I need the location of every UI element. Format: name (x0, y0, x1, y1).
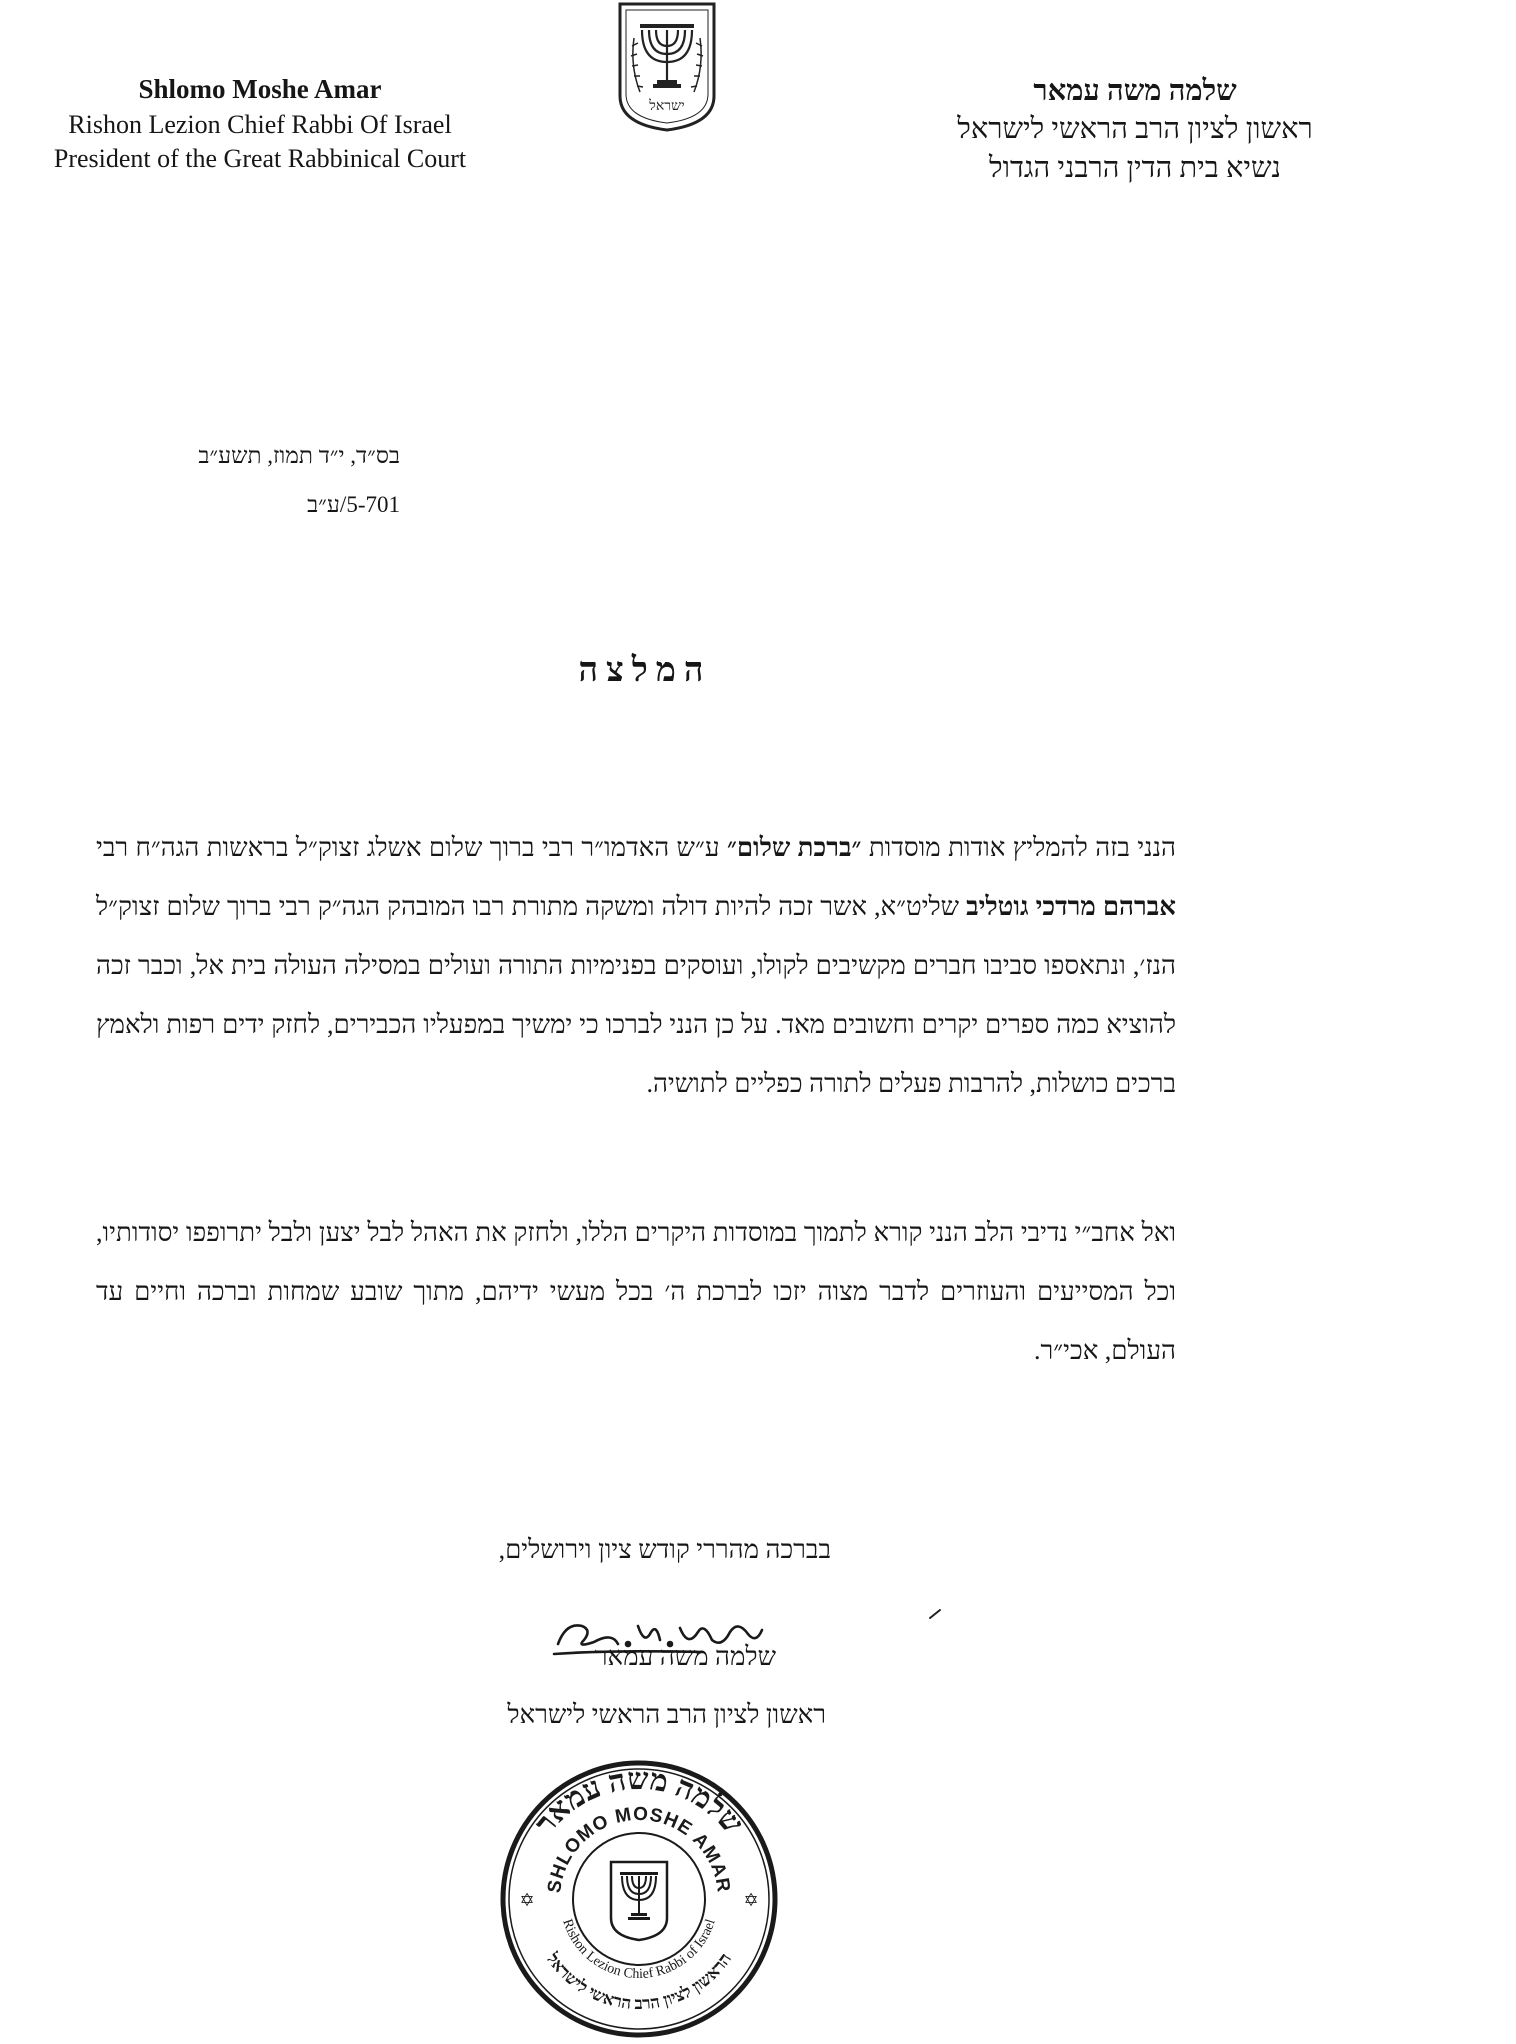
closing-blessing: בברכה מהררי קודש ציון וירושלים, (498, 1535, 831, 1564)
letterhead-hebrew-role: נשיא בית הדין הרבני הגדול (989, 151, 1281, 184)
emblem-inscription: ישראל (649, 99, 685, 114)
paragraph-1-text-c: שליט״א, אשר זכה להיות דולה ומשקה מתורת רבו המובהק הגה״ק רבי ברוך שלום זצוק״ל הנז׳, ונתאספו סביבו חברים מקשיבים לקולו, ועוסקים בפנימיות התורה ועולים במסילה העולה בית אל, וכבר זכה להוציא כמה ספרים יקרים וחשובים מאד. על כן הנני לברכו כי ימשיך במפעליו הכבירים, לחזק ידים רפות ולאמץ ברכים כושלות, להרבות פעלים לתורה כפליים לתושיה. (96, 892, 1176, 1098)
rabbi-name: אברהם מרדכי גוטליב (966, 892, 1176, 921)
svg-text:שלמה משה עמאר (529, 1763, 749, 1840)
letter-heading: המלצה (578, 652, 712, 689)
body-paragraph-1 (96, 818, 1176, 1113)
stamp-hebrew-title: הראשון לציון הרב הראשי לישראל (542, 1949, 736, 2014)
signatory-name: שלמה משה עמאר (594, 1642, 776, 1671)
stamp-english-name: SHLOMO MOSHE AMAR (544, 1803, 734, 1895)
paragraph-1-text-b: ע״ש האדמו״ר רבי ברוך שלום אשלג זצוק״ל בראשות הגה״ח רבי (96, 833, 727, 862)
letterhead-english-title: Rishon Lezion Chief Rabbi Of Israel (68, 109, 452, 139)
letterhead-english-role: President of the Great Rabbinical Court (53, 143, 467, 173)
state-emblem-menorah-icon (612, 0, 722, 134)
letter-date: בס״ד, י״ד תמוז, תשע״ב (198, 443, 400, 468)
official-stamp (498, 1758, 780, 2040)
stamp-emblem-icon (611, 1862, 667, 1940)
stamp-english-title: Rishon Lezion Chief Rabbi of Israel (559, 1917, 719, 1983)
stamp-star-right-icon: ✡ (743, 1890, 759, 1910)
letterhead-hebrew-name: שלמה משה עמאר (1033, 75, 1237, 107)
svg-text:Rishon Lezion Chief Rabbi of I (559, 1917, 719, 1982)
letterhead-hebrew (870, 72, 1400, 187)
letter-reference-number: 5-701/ע״ב (307, 492, 400, 517)
paragraph-1-text-a: הנני בזה להמליץ אודות מוסדות (861, 833, 1177, 862)
signatory-title: ראשון לציון הרב הראשי לישראל (507, 1700, 826, 1729)
stamp-hebrew-name: שלמה משה עמאר (528, 1762, 750, 1840)
pen-mark (928, 1608, 942, 1620)
institution-name: ״ברכת שלום״ (726, 833, 862, 862)
letterhead-english (10, 72, 510, 176)
body-paragraph-2: ואל אחב״י נדיבי הלב הנני קורא לתמוך במוסדות היקרים הללו, ולחזק את האהל לבל יצען ולבל יתרופפו יסודותיו, וכל המסייעים והעוזרים לדבר מצוה יזכו לברכת ה׳ בכל מעשי ידיהם, מתוך שובע שמחות וברכה וחיים עד העולם, אכי״ר. (96, 1218, 1176, 1365)
letterhead-hebrew-title: ראשון לציון הרב הראשי לישראל (957, 113, 1313, 146)
stamp-star-left-icon: ✡ (519, 1890, 535, 1910)
letterhead-english-name: Shlomo Moshe Amar (138, 74, 382, 104)
